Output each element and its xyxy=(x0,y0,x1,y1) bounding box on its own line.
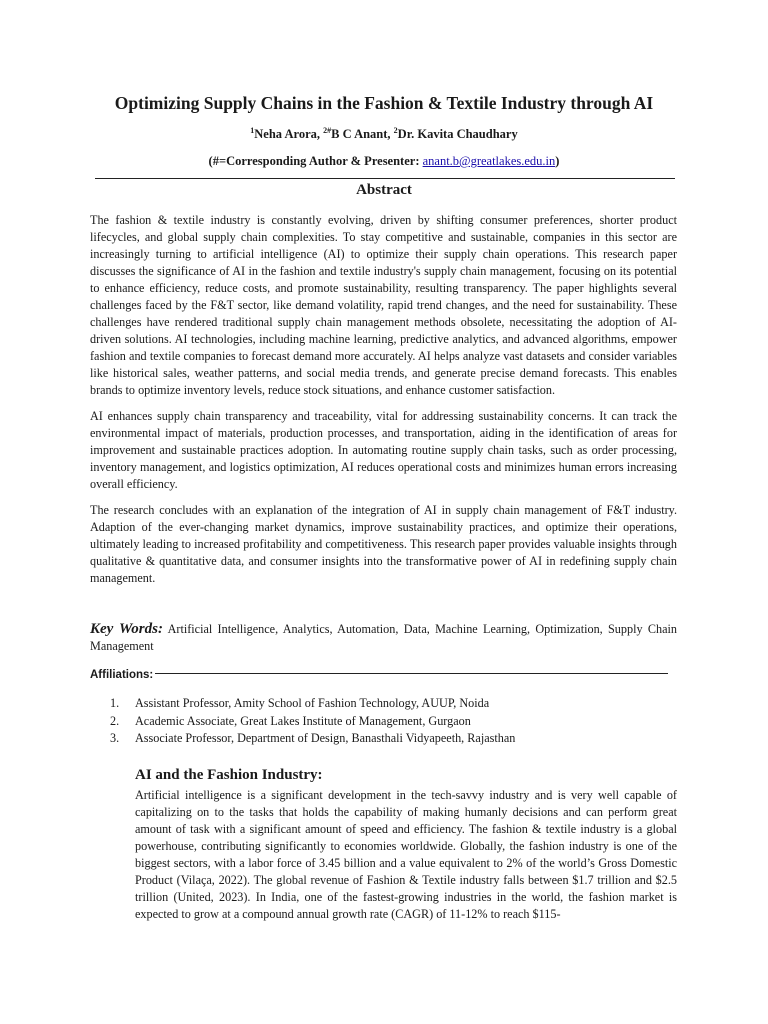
author-1-name: Neha Arora, xyxy=(254,127,324,142)
abstract-paragraph-3: The research concludes with an explanation of the integration of AI in supply chain management of F&T industry. Adaption of the ever-changing market dynamics, improve sustainability practices, and optimize their operations, ultimately leading to increased profitability and competitiveness. This research paper provides valuable insights through qualitative & quantitative data, and consumer insights into the transformative power of AI in redefining supply chain management. xyxy=(90,503,677,585)
keywords-label: Key Words: xyxy=(90,621,163,637)
header-divider xyxy=(95,178,675,179)
author-2-sup: 2# xyxy=(323,126,332,135)
abstract-paragraph-1: The fashion & textile industry is constantly evolving, driven by shifting consumer preferences, shorter product lifecycles, and global supply chain complexities. To stay competitive and sustainable, companies in this sector are increasingly turning to artificial intelligence (AI) to optimize their supply chain operations. This research paper discusses the significance of AI in the fashion and textile industry's supply chain management, focusing on its potential to enhance efficiency, reduce costs, and promote sustainability, resulting transparency. The paper highlights several challenges faced by the F&T sector, like demand volatility, rapid trend changes, and the need for sustainability. These challenges have rendered traditional supply chain management methods obsolete, necessitating the adoption of AI-driven solutions. AI technologies, including machine learning, predictive analytics, and advanced algorithms, empower fashion and textile companies to forecast demand more accurately. AI helps analyze vast datasets and consider variables like historical sales, weather patterns, and social media trends, and generate precise demand forecasts. This enables brands to optimize inventory levels, reduce stock situations, and enhance customer satisfaction. xyxy=(90,213,677,397)
affiliations-heading: Affiliations: xyxy=(90,669,154,681)
abstract-body xyxy=(90,212,677,596)
corresponding-prefix: (#=Corresponding Author & Presenter: xyxy=(208,154,423,168)
abstract-heading: Abstract xyxy=(356,182,412,198)
author-3-name: Dr. Kavita Chaudhary xyxy=(397,127,518,142)
section-heading: AI and the Fashion Industry: xyxy=(135,767,323,783)
affiliation-text: Assistant Professor, Amity School of Fashion Technology, AUUP, Noida xyxy=(135,696,490,710)
section-body xyxy=(135,787,677,932)
list-item xyxy=(110,695,670,713)
list-item xyxy=(110,730,670,748)
affiliation-text: Associate Professor, Department of Design, Banasthali Vidyapeeth, Rajasthan xyxy=(135,731,516,745)
keywords-block xyxy=(90,621,677,655)
corresponding-author-line xyxy=(0,154,768,169)
affiliations-divider xyxy=(155,673,668,674)
author-3-sup: 2 xyxy=(393,126,398,135)
corresponding-suffix: ) xyxy=(555,154,560,168)
author-2-name: B C Anant, xyxy=(331,127,394,142)
abstract-paragraph-2: AI enhances supply chain transparency and traceability, vital for addressing sustainability concerns. It can track the environmental impact of materials, production processes, and transportation, aiding in the identification of areas for improvement and sustainable practices adoption. In automating routine supply chain tasks, such as order processing, inventory management, and logistics optimization, AI reduces operational costs and minimizes human errors increasing overall efficiency. xyxy=(90,409,677,491)
affiliations-list xyxy=(110,695,670,748)
affiliation-number: 1. xyxy=(110,696,120,710)
affiliation-number: 2. xyxy=(110,713,120,728)
affiliation-text: Academic Associate, Great Lakes Institute of Management, Gurgaon xyxy=(135,713,471,728)
author-line xyxy=(0,126,768,142)
affiliation-number: 3. xyxy=(110,731,120,745)
paper-title: Optimizing Supply Chains in the Fashion & Textile Industry through AI xyxy=(114,93,654,113)
keywords-text: Artificial Intelligence, Analytics, Automation, Data, Machine Learning, Optimization, Supply Chain Management xyxy=(90,622,677,653)
email-link[interactable]: anant.b@greatlakes.edu.in xyxy=(422,154,556,168)
author-1-sup: 1 xyxy=(250,126,255,135)
list-item xyxy=(110,713,670,731)
section-paragraph: Artificial intelligence is a significant development in the tech-savvy industry and is very well capable of capitalizing on to the tasks that holds the capability of making humanly decisions and can perform great amount of task with a significant amount of speed and efficiency. The fashion & textile industry is a global powerhouse, contributing significantly to economies worldwide. Globally, the fashion industry is one of the biggest sectors, with a labor force of 3.45 billion and a value equivalent to 2% of the world’s Gross Domestic Product (Vilaça, 2022). The global revenue of Fashion & Textile industry falls between $1.7 trillion and $2.5 trillion (United, 2023). In India, one of the fastest-growing industries in the world, the fashion market is expected to grow at a compound annual growth rate (CAGR) of 11-12% to reach $115- xyxy=(135,788,677,921)
